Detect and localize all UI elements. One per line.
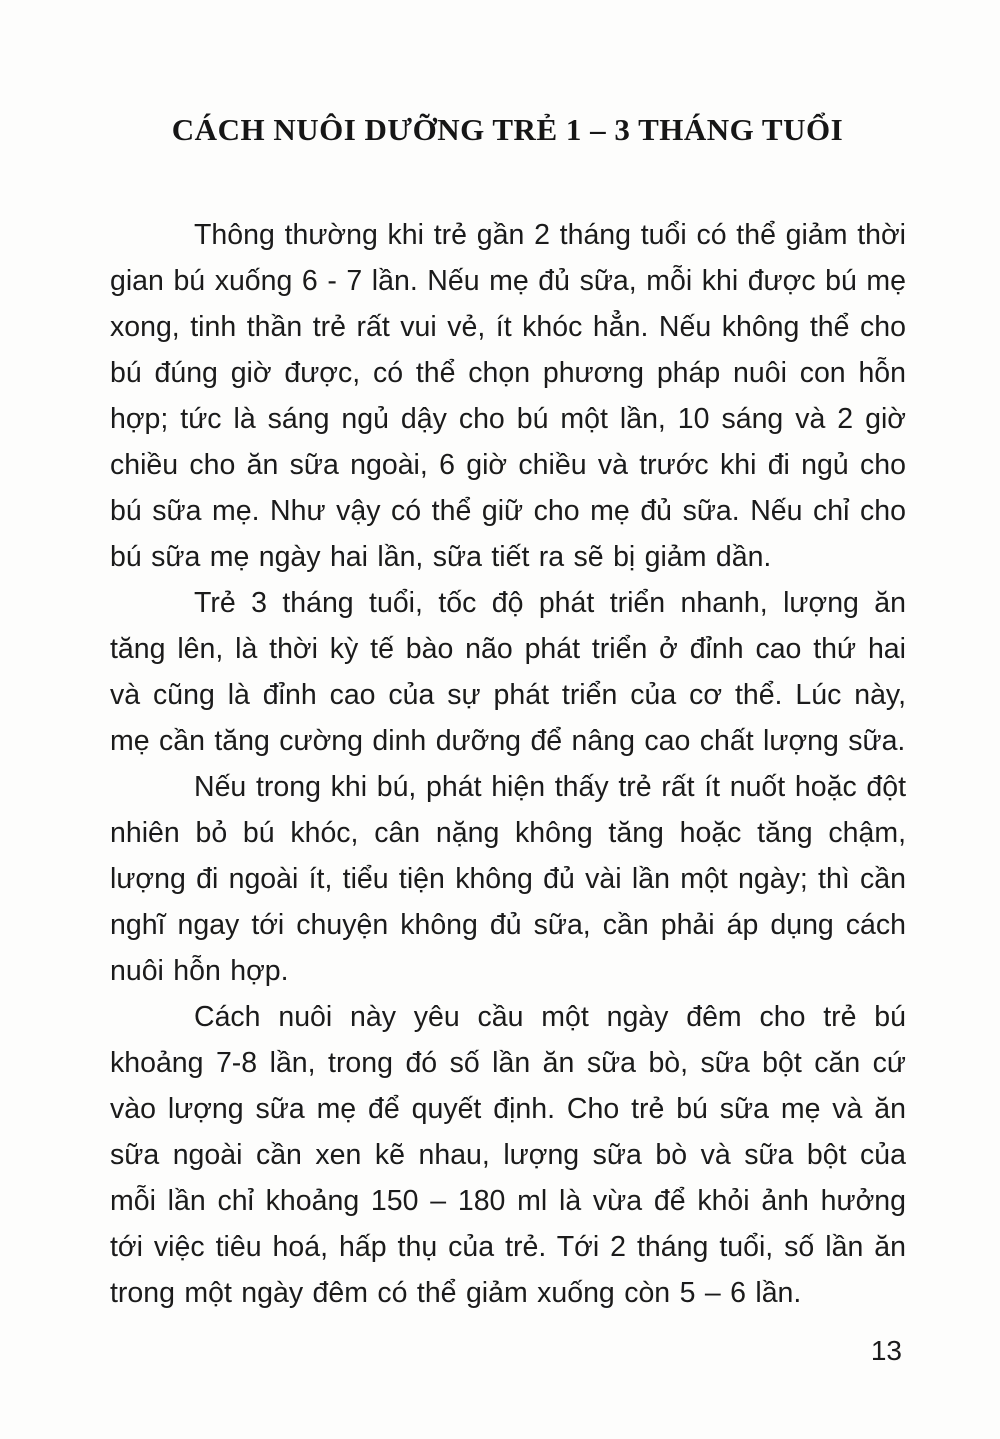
- paragraph-1: Thông thường khi trẻ gần 2 tháng tuổi có thể giảm thời gian bú xuống 6 - 7 lần. Nếu mẹ đủ sữa, mỗi khi được bú mẹ xong, tinh thần trẻ rất vui vẻ, ít khóc hẳn. Nếu không thể cho bú đúng giờ được, có thể chọn phương pháp nuôi con hỗn hợp; tức là sáng ngủ dậy cho bú một lần, 10 sáng và 2 giờ chiều cho ăn sữa ngoài, 6 giờ chiều và trước khi đi ngủ cho bú sữa mẹ. Như vậy có thể giữ cho mẹ đủ sữa. Nếu chỉ cho bú sữa mẹ ngày hai lần, sữa tiết ra sẽ bị giảm dần.: [110, 219, 906, 573]
- body-text: [110, 212, 906, 1316]
- paragraph-2: Trẻ 3 tháng tuổi, tốc độ phát triển nhanh, lượng ăn tăng lên, là thời kỳ tế bào não phát triển ở đỉnh cao thứ hai và cũng là đỉnh cao của sự phát triển của cơ thể. Lúc này, mẹ cần tăng cường dinh dưỡng để nâng cao chất lượng sữa.: [110, 587, 906, 757]
- paragraph-4: Cách nuôi này yêu cầu một ngày đêm cho trẻ bú khoảng 7-8 lần, trong đó số lần ăn sữa bò, sữa bột căn cứ vào lượng sữa mẹ để quyết định. Cho trẻ bú sữa mẹ và ăn sữa ngoài cần xen kẽ nhau, lượng sữa bò và sữa bột của mỗi lần chỉ khoảng 150 – 180 ml là vừa để khỏi ảnh hưởng tới việc tiêu hoá, hấp thụ của trẻ. Tới 2 tháng tuổi, số lần ăn trong một ngày đêm có thể giảm xuống còn 5 – 6 lần.: [110, 1001, 906, 1309]
- page-title: CÁCH NUÔI DƯỠNG TRẺ 1 – 3 THÁNG TUỔI: [171, 112, 844, 147]
- page-number: 13: [870, 1335, 902, 1366]
- paragraph-3: Nếu trong khi bú, phát hiện thấy trẻ rất ít nuốt hoặc đột nhiên bỏ bú khóc, cân nặng không tăng hoặc tăng chậm, lượng đi ngoài ít, tiểu tiện không đủ vài lần một ngày; thì cần nghĩ ngay tới chuyện không đủ sữa, cần phải áp dụng cách nuôi hỗn hợp.: [110, 771, 906, 987]
